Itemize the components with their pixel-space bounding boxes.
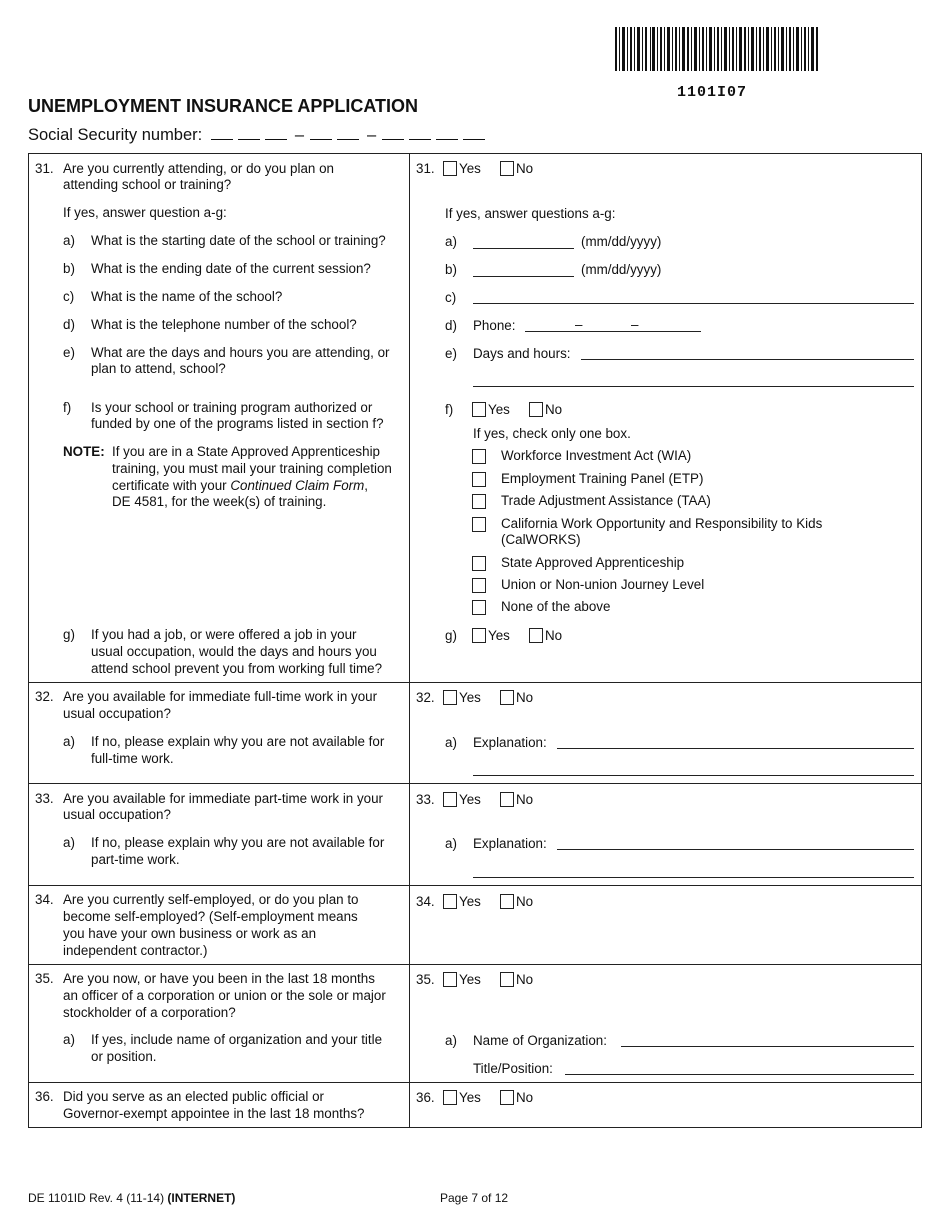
question-number: 34. bbox=[35, 892, 54, 907]
column-divider bbox=[409, 153, 410, 1128]
program-checkbox-calworks[interactable] bbox=[472, 517, 486, 532]
sub-question-text: What are the days and hours you are attending, or bbox=[91, 345, 390, 360]
date-format-hint: (mm/dd/yyyy) bbox=[581, 234, 662, 249]
no-checkbox[interactable] bbox=[500, 1090, 514, 1105]
ssn-digit-blank[interactable] bbox=[436, 125, 458, 140]
question-text: independent contractor.) bbox=[63, 943, 208, 958]
explanation-field-line-2[interactable] bbox=[473, 877, 914, 878]
no-label: No bbox=[516, 792, 534, 807]
explanation-label: Explanation: bbox=[473, 836, 547, 851]
explanation-field-line-2[interactable] bbox=[473, 775, 914, 776]
item-letter: b) bbox=[63, 261, 75, 276]
yes-checkbox[interactable] bbox=[472, 402, 486, 417]
yes-label: Yes bbox=[459, 690, 481, 705]
sub-question-text: full-time work. bbox=[91, 751, 174, 766]
no-label: No bbox=[516, 161, 534, 176]
item-letter: f) bbox=[63, 400, 72, 415]
instruction-text: If yes, answer questions a-g: bbox=[445, 206, 616, 221]
question-text: Governor-exempt appointee in the last 18 months? bbox=[63, 1106, 365, 1121]
question-number: 33. bbox=[35, 791, 54, 806]
phone-field[interactable] bbox=[525, 331, 701, 332]
yes-label: Yes bbox=[459, 894, 481, 909]
sub-question-text: If no, please explain why you are not available for bbox=[91, 835, 385, 850]
item-letter: a) bbox=[445, 1033, 457, 1048]
ssn-digit-blank[interactable] bbox=[211, 125, 233, 140]
item-letter: d) bbox=[445, 318, 457, 333]
explanation-label: Explanation: bbox=[473, 735, 547, 750]
item-letter: b) bbox=[445, 262, 457, 277]
program-checkbox-journey-level[interactable] bbox=[472, 578, 486, 593]
date-format-hint: (mm/dd/yyyy) bbox=[581, 262, 662, 277]
yes-label: Yes bbox=[459, 792, 481, 807]
sub-question-text: Is your school or training program authorized or bbox=[91, 400, 373, 415]
sub-question-text: What is the name of the school? bbox=[91, 289, 283, 304]
start-date-field[interactable] bbox=[473, 248, 574, 249]
ssn-label: Social Security number: bbox=[28, 126, 203, 144]
question-text: usual occupation? bbox=[63, 706, 171, 721]
program-checkbox-taa[interactable] bbox=[472, 494, 486, 509]
item-letter: a) bbox=[63, 233, 75, 248]
item-letter: e) bbox=[445, 346, 457, 361]
row-divider bbox=[28, 682, 922, 683]
ssn-digit-blank[interactable] bbox=[409, 125, 431, 140]
question-text: you have your own business or work as an bbox=[63, 926, 317, 941]
question-text: Are you currently self-employed, or do you plan to bbox=[63, 892, 359, 907]
item-letter: a) bbox=[445, 836, 457, 851]
note-text: training, you must mail your training completion bbox=[112, 461, 392, 476]
question-text: usual occupation? bbox=[63, 807, 171, 822]
program-label: Workforce Investment Act (WIA) bbox=[501, 448, 692, 463]
program-label: None of the above bbox=[501, 599, 611, 614]
yes-checkbox[interactable] bbox=[443, 972, 457, 987]
no-label: No bbox=[545, 402, 563, 417]
question-text: Are you now, or have you been in the last 18 months bbox=[63, 971, 375, 986]
yes-label: Yes bbox=[459, 161, 481, 176]
explanation-field[interactable] bbox=[557, 849, 914, 850]
ssn-digit-blank[interactable] bbox=[463, 125, 485, 140]
answer-number: 33. bbox=[416, 792, 435, 807]
program-checkbox-etp[interactable] bbox=[472, 472, 486, 487]
note-text: DE 4581, for the week(s) of training. bbox=[112, 494, 327, 509]
no-label: No bbox=[516, 894, 534, 909]
days-hours-label: Days and hours: bbox=[473, 346, 571, 361]
sub-question-text: or position. bbox=[91, 1049, 157, 1064]
yes-label: Yes bbox=[488, 402, 510, 417]
sub-question-text: If you had a job, or were offered a job in your bbox=[91, 627, 357, 642]
phone-dash: – bbox=[631, 317, 639, 332]
item-letter: g) bbox=[63, 627, 75, 642]
ssn-digit-blank[interactable] bbox=[337, 125, 359, 140]
question-text: Are you available for immediate part-time work in your bbox=[63, 791, 384, 806]
instruction-text: If yes, check only one box. bbox=[473, 426, 631, 441]
school-name-field[interactable] bbox=[473, 303, 914, 304]
yes-checkbox[interactable] bbox=[443, 792, 457, 807]
question-text: Did you serve as an elected public official or bbox=[63, 1089, 325, 1104]
program-label: Union or Non-union Journey Level bbox=[501, 577, 705, 592]
item-letter: c) bbox=[63, 289, 75, 304]
program-checkbox-none[interactable] bbox=[472, 600, 486, 615]
item-letter: c) bbox=[445, 290, 457, 305]
no-label: No bbox=[545, 628, 563, 643]
program-label: Employment Training Panel (ETP) bbox=[501, 471, 704, 486]
note-text: If you are in a State Approved Apprenticeship bbox=[112, 444, 380, 459]
instruction-text: If yes, answer question a-g: bbox=[63, 205, 227, 220]
ssn-dash: – bbox=[367, 126, 377, 144]
yes-checkbox[interactable] bbox=[443, 161, 457, 176]
question-number: 31. bbox=[35, 161, 54, 176]
program-label: (CalWORKS) bbox=[501, 532, 581, 547]
ssn-digit-blank[interactable] bbox=[310, 125, 332, 140]
days-hours-field-line-2[interactable] bbox=[473, 386, 914, 387]
phone-label: Phone: bbox=[473, 318, 516, 333]
sub-question-text: What is the ending date of the current session? bbox=[91, 261, 371, 276]
sub-question-text: usual occupation, would the days and hours you bbox=[91, 644, 377, 659]
item-letter: e) bbox=[63, 345, 75, 360]
answer-number: 32. bbox=[416, 690, 435, 705]
row-divider bbox=[28, 783, 922, 784]
note-text: certificate with your Continued Claim Form, bbox=[112, 478, 369, 493]
item-letter: d) bbox=[63, 317, 75, 332]
yes-checkbox[interactable] bbox=[443, 690, 457, 705]
yes-checkbox[interactable] bbox=[472, 628, 486, 643]
ssn-field[interactable] bbox=[28, 125, 490, 145]
program-label: California Work Opportunity and Responsibility to Kids bbox=[501, 516, 823, 531]
question-text: stockholder of a corporation? bbox=[63, 1005, 236, 1020]
question-number: 32. bbox=[35, 689, 54, 704]
item-letter: a) bbox=[63, 835, 75, 850]
yes-checkbox[interactable] bbox=[443, 1090, 457, 1105]
program-label: Trade Adjustment Assistance (TAA) bbox=[501, 493, 711, 508]
program-checkbox-wia[interactable] bbox=[472, 449, 486, 464]
no-label: No bbox=[516, 690, 534, 705]
phone-dash: – bbox=[575, 317, 583, 332]
item-letter: a) bbox=[63, 1032, 75, 1047]
yes-label: Yes bbox=[459, 1090, 481, 1105]
question-text: Are you available for immediate full-time work in your bbox=[63, 689, 378, 704]
answer-number: 31. bbox=[416, 161, 435, 176]
no-checkbox[interactable] bbox=[500, 792, 514, 807]
item-letter: a) bbox=[63, 734, 75, 749]
yes-checkbox[interactable] bbox=[443, 894, 457, 909]
title-position-field[interactable] bbox=[565, 1074, 914, 1075]
organization-label: Name of Organization: bbox=[473, 1033, 607, 1048]
sub-question-text: part-time work. bbox=[91, 852, 180, 867]
question-text: an officer of a corporation or union or the sole or major bbox=[63, 988, 386, 1003]
answer-number: 35. bbox=[416, 972, 435, 987]
end-date-field[interactable] bbox=[473, 276, 574, 277]
no-checkbox[interactable] bbox=[500, 894, 514, 909]
row-divider bbox=[28, 1082, 922, 1083]
sub-question-text: What is the starting date of the school or training? bbox=[91, 233, 386, 248]
question-text: become self-employed? (Self-employment means bbox=[63, 909, 358, 924]
item-letter: g) bbox=[445, 628, 457, 643]
no-checkbox[interactable] bbox=[500, 690, 514, 705]
page-title: UNEMPLOYMENT INSURANCE APPLICATION bbox=[28, 96, 419, 116]
sub-question-text: plan to attend, school? bbox=[91, 361, 226, 376]
question-number: 35. bbox=[35, 971, 54, 986]
sub-question-text: If no, please explain why you are not available for bbox=[91, 734, 385, 749]
barcode-number: 1101I07 bbox=[677, 84, 748, 101]
page-number: Page 7 of 12 bbox=[440, 1191, 509, 1205]
sub-question-text: What is the telephone number of the school? bbox=[91, 317, 357, 332]
ssn-digit-blank[interactable] bbox=[238, 125, 260, 140]
yes-label: Yes bbox=[488, 628, 510, 643]
question-text: Are you currently attending, or do you plan on bbox=[63, 161, 334, 176]
sub-question-text: attend school prevent you from working full time? bbox=[91, 661, 383, 676]
row-divider bbox=[28, 964, 922, 965]
barcode bbox=[615, 27, 818, 71]
item-letter: f) bbox=[445, 402, 454, 417]
program-checkbox-apprenticeship[interactable] bbox=[472, 556, 486, 571]
answer-number: 34. bbox=[416, 894, 435, 909]
note-label: NOTE: bbox=[63, 444, 105, 459]
no-label: No bbox=[516, 1090, 534, 1105]
item-letter: a) bbox=[445, 234, 457, 249]
days-hours-field[interactable] bbox=[581, 359, 914, 360]
organization-field[interactable] bbox=[621, 1046, 914, 1047]
question-text: attending school or training? bbox=[63, 177, 232, 192]
ssn-digit-blank[interactable] bbox=[265, 125, 287, 140]
no-checkbox[interactable] bbox=[529, 628, 543, 643]
ssn-digit-blank[interactable] bbox=[382, 125, 404, 140]
no-label: No bbox=[516, 972, 534, 987]
answer-number: 36. bbox=[416, 1090, 435, 1105]
ssn-dash: – bbox=[294, 126, 305, 144]
yes-label: Yes bbox=[459, 972, 481, 987]
sub-question-text: funded by one of the programs listed in section f? bbox=[91, 416, 384, 431]
sub-question-text: If yes, include name of organization and your title bbox=[91, 1032, 383, 1047]
explanation-field[interactable] bbox=[557, 748, 914, 749]
no-checkbox[interactable] bbox=[500, 972, 514, 987]
row-divider bbox=[28, 885, 922, 886]
no-checkbox[interactable] bbox=[529, 402, 543, 417]
no-checkbox[interactable] bbox=[500, 161, 514, 176]
form-identifier: DE 1101ID Rev. 4 (11-14) (INTERNET) bbox=[28, 1191, 236, 1205]
question-number: 36. bbox=[35, 1089, 54, 1104]
item-letter: a) bbox=[445, 735, 457, 750]
title-position-label: Title/Position: bbox=[473, 1061, 553, 1076]
program-label: State Approved Apprenticeship bbox=[501, 555, 685, 570]
